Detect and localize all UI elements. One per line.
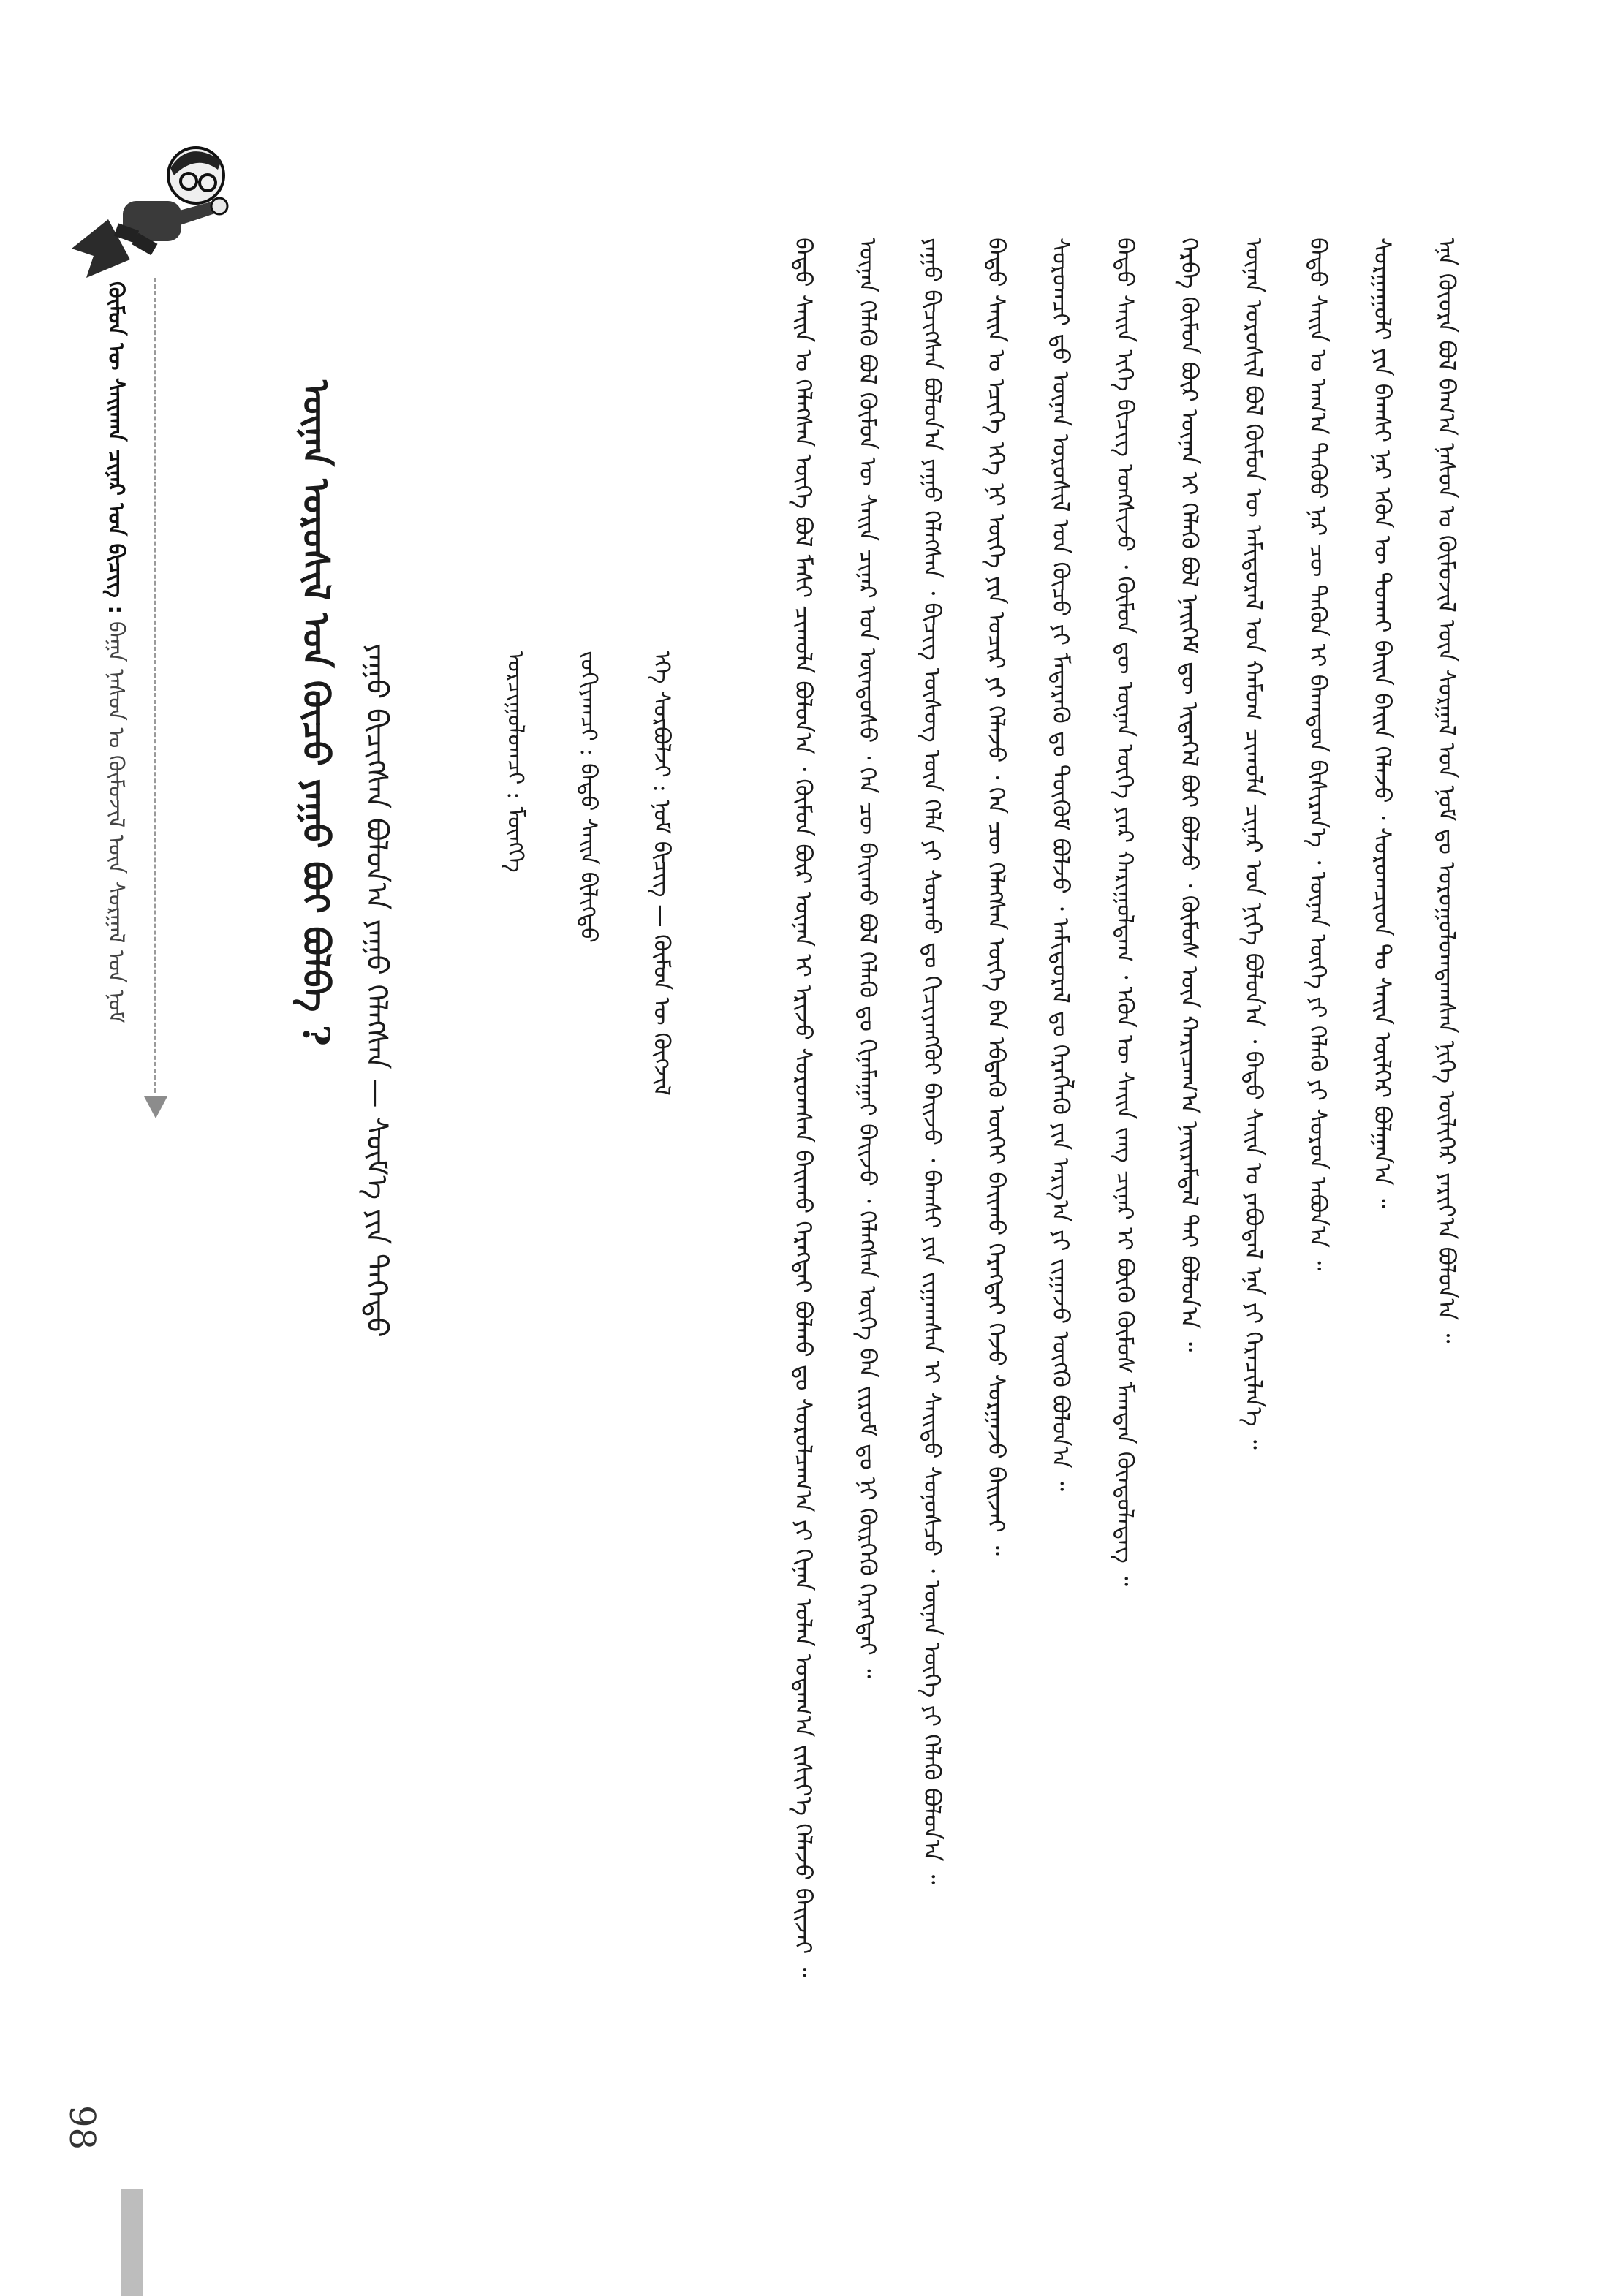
body-column: ᠪᠠᠲᠤ ᠰᠠᠢᠨ ᠤ ᠡᠴᠢᠭᠡ ᠡᠬᠡ ᠨᠢ ᠦᠭᠡ ᠶᠢᠨ ᠤᠴᠢᠷ ᠶᠢ ᠬᠡᠯᠡᠵᠦ ᠂ ᠬᠡᠨ ᠴᠦ ᠬᠡᠯᠡᠭᠰᠡᠨ ᠦᠭᠡ ᠪᠡᠨ ᠡᠪᠳᠡᠬᠦ ᠦᠭᠡᠢ ᠪᠠᠢᠬᠤ ᠬᠡᠷᠡᠭᠲᠡᠢ ᠭᠡᠵᠦ ᠰᠤᠷᠭᠠᠵᠤ ᠪᠠᠢᠵᠠᠢ ᠃ [983,238,1010,1556]
source-credit: ᠡᠬᠡ ᠰᠤᠷᠪᠤᠯᠵᠢ : ᠨᠣᠮ ᠪᠢᠴᠢᠭ — ᠬᠦᠮᠦᠨ ᠦ ᠬᠥᠭᠵᠢᠯ [648,651,675,1096]
body-column: ᠡᠨᠡ ᠬᠦᠦᠷᠡ ᠪᠣᠯ ᠪᠠᠭ᠎ᠠ ᠨᠠᠰᠤᠨ ᠤ ᠬᠦᠮᠦᠵᠢᠯ ᠦᠨ ᠰᠤᠷᠭᠠᠯ ᠤᠨ ᠨᠣᠮ ᠳᠤ ᠣᠷᠤᠭᠤᠯᠤᠭᠳᠠᠭᠰᠠᠨ ᠨᠢᠭᠡ ᠦᠯᠢᠭᠡᠷ ᠶᠠᠷᠢᠶ᠎ᠠ ᠪᠣᠯᠤᠨ᠎ᠠ ᠃ [1433,238,1461,1344]
mascot-boy-illustration [64,132,232,285]
body-column: ᠦᠨᠡᠨ ᠬᠡᠯᠡᠬᠦ ᠪᠣᠯ ᠬᠦᠮᠦᠨ ᠦ ᠰᠠᠢᠨ ᠴᠢᠨᠠᠷ ᠤᠨ ᠦᠨᠳᠦᠰᠦ ᠂ ᠬᠡᠨ ᠴᠦ ᠪᠠᠢᠬᠤ ᠪᠣᠯ ᠬᠡᠯᠡᠬᠦ ᠳᠤ ᠬᠢᠨᠠᠮᠠᠭᠠᠢ ᠪᠠᠢᠵᠤ ᠂ ᠬᠡᠯᠡᠭᠰᠡᠨ ᠦᠭᠡ ᠪᠡᠨ ᠵᠢᠷᠤᠮ ᠳᠤ ᠨᠢ ᠬᠦᠷᠭᠡᠬᠦ ᠬᠡᠷᠡᠭᠲᠡᠢ ᠃ [854,238,882,1679]
body-column: ᠦᠨᠡᠨ ᠤᠷᠤᠰᠢᠯ ᠪᠣᠯ ᠬᠦᠮᠦᠨ ᠦ ᠠᠮᠢᠳᠤᠷᠠᠯ ᠤᠨ ᠬᠠᠮᠤᠭ ᠴᠢᠬᠤᠯᠠ ᠴᠢᠨᠠᠷ ᠤᠨ ᠨᠢᠭᠡ ᠪᠣᠯᠤᠨ᠎ᠠ ᠂ ᠪᠠᠲᠤ ᠰᠠᠢᠨ ᠤ ᠶᠠᠪᠤᠳᠠᠯ ᠡᠨᠡ ᠶᠢ ᠭᠡᠷᠡᠴᠢᠯᠡᠨ᠎ᠡ ᠃ [1240,238,1268,1450]
body-column: ᠬᠡᠷᠪᠡ ᠬᠦᠮᠦᠨ ᠪᠦᠷ ᠦᠨᠡᠨ ᠢ ᠬᠡᠯᠡᠬᠦ ᠪᠣᠯ ᠨᠡᠢᠭᠡᠮ ᠳᠦ ᠢᠲᠡᠭᠡᠯ ᠪᠣᠢ ᠪᠣᠯᠵᠤ ᠂ ᠬᠦᠮᠦᠰ ᠦᠨ ᠬᠠᠷᠢᠴᠠᠭ᠎ᠠ ᠨᠠᠢᠷᠠᠮᠳᠠᠯ ᠲᠠᠢ ᠪᠣᠯᠤᠨ᠎ᠠ ᠃ [1176,238,1203,1352]
author-credit: ᠵᠣᠬᠢᠶᠠᠭᠴᠢ : ᠪᠠᠲᠤ ᠰᠠᠢᠨ ᠪᠢᠯᠢᠭ᠌ᠲᠦ [575,651,602,944]
running-header [102,281,141,1023]
body-column: ᠰᠤᠷᠤᠭᠴᠢ ᠳ᠋ᠤ ᠦᠨᠡᠨ ᠤᠷᠤᠰᠢᠯ ᠤᠨ ᠬᠦᠴᠦ ᠶᠢ ᠮᠡᠳᠡᠷᠡᠬᠦ ᠳᠤ ᠳᠥᠭᠥᠮ ᠪᠣᠯᠵᠤ ᠂ ᠠᠮᠢᠳᠤᠷᠠᠯ ᠳᠤ ᠬᠡᠷᠡᠭᠯᠡᠬᠦ ᠶᠢᠨ ᠠᠷᠭ᠎ᠠ ᠶᠢ ᠵᠢᠭᠠᠵᠤ ᠦᠭᠬᠦ ᠪᠣᠯᠤᠨ᠎ᠠ ᠃ [1047,238,1075,1491]
body-column: ᠪᠠᠲᠤ ᠰᠠᠢᠨ ᠤ ᠬᠡᠯᠡᠭᠰᠡᠨ ᠦᠭᠡ ᠪᠤᠯ ᠮᠠᠰᠢ ᠴᠢᠬᠤᠯᠠ ᠪᠣᠯᠤᠨ᠎ᠠ ᠂ ᠬᠦᠮᠦᠨ ᠪᠦᠷ ᠦᠨᠡᠨ ᠢ ᠡᠷᠢᠵᠦ ᠰᠤᠷᠤᠭᠰᠠᠨ ᠪᠠᠢᠬᠤ ᠬᠡᠷᠡᠭᠲᠡᠢ ᠪᠣᠯᠬᠤ ᠳᠤ ᠰᠤᠷᠤᠯᠴᠠᠭ᠎ᠠ ᠶᠢ ᠬᠢᠨᠠᠨ ᠤᠯᠠᠨ ᠤᠳᠠᠭ᠎ᠠ ᠵᠢᠱᠢᠶ᠎ᠡ ᠬᠡᠯᠡᠵᠦ ᠪᠠᠢᠵᠠᠢ ᠃ [790,238,817,1977]
body-column: ᠰᠤᠷᠭᠠᠭᠤᠯᠢ ᠶᠢᠨ ᠪᠠᠭᠰᠢ ᠨᠠᠷ ᠡᠭᠦᠨ ᠦ ᠲᠤᠬᠠᠢ ᠪᠠᠢᠨ ᠪᠠᠢᠨ ᠬᠡᠯᠡᠵᠦ ᠂ ᠰᠤᠷᠤᠭᠴᠢᠳ ᠲᠤ ᠰᠠᠢᠨ ᠦᠯᠭᠡᠷ ᠪᠣᠯᠭᠠᠨ᠎ᠠ ᠃ [1369,238,1396,1209]
body-column: ᠪᠠᠲᠤ ᠰᠠᠢᠨ ᠢᠬᠡ ᠪᠢᠴᠢᠭ ᠤᠩᠰᠢᠵᠤ ᠂ ᠬᠦᠮᠦᠨ ᠳᠦ ᠦᠨᠡᠨ ᠦᠭᠡ ᠶᠢᠡᠷ ᠬᠠᠷᠢᠭᠤᠯᠳᠠᠭ ᠂ ᠡᠭᠦᠨ ᠦ ᠰᠠᠢᠨ ᠵᠠᠩ ᠴᠢᠨᠠᠷ ᠢ ᠪᠦᠬᠦ ᠬᠦᠮᠦᠰ ᠮᠠᠭᠲᠠᠨ ᠬᠦᠨᠳᠦᠯᠡᠳᠡᠭ ᠃ [1111,238,1139,1586]
translator-credit: ᠣᠷᠴᠢᠭᠤᠯᠤᠭᠴᠢ : ᠮᠥᠩᠬᠡ [502,651,529,873]
header-dashed-rule [154,278,156,1093]
body-column: ᠶᠠᠭᠤ ᠪᠢᠴᠢᠭᠰᠡᠨ ᠪᠣᠯᠤᠨ᠎ᠠ ᠶᠠᠭᠤ ᠬᠡᠯᠡᠭᠰᠡᠨ ᠂ ᠪᠢᠴᠢᠭ ᠦᠰᠦᠭ ᠦᠨ ᠬᠡᠯᠡ ᠶᠢ ᠰᠤᠷᠬᠤ ᠳᠤ ᠬᠢᠴᠢᠶᠡᠩᠭᠦᠢ ᠪᠠᠢᠵᠤ ᠂ ᠪᠠᠭᠰᠢ ᠶᠢᠨ ᠵᠢᠭᠠᠭᠰᠠᠨ ᠢ ᠰᠠᠢᠲᠤ ᠰᠣᠨᠤᠰᠴᠤ ᠂ ᠦᠨᠡᠨ ᠦᠭᠡ ᠶᠢ ᠬᠡᠯᠡᠬᠦ ᠪᠤᠯᠤᠨ᠎ᠠ ᠃ [918,238,946,1884]
body-column: ᠪᠠᠲᠤ ᠰᠠᠢᠨ ᠤ ᠠᠬ᠎ᠠ ᠳᠡᠭᠦᠦ ᠨᠠᠷ ᠴᠦ ᠲᠡᠭᠦᠨ ᠢ ᠪᠠᠬᠠᠳᠤᠨ ᠪᠢᠰᠢᠷᠡᠨ᠎ᠡ ᠂ ᠦᠨᠡᠨ ᠦᠭᠡ ᠶᠢ ᠬᠡᠯᠡᠬᠦ ᠶᠢ ᠰᠤᠷᠤᠨ ᠠᠪᠤᠨ᠎ᠠ ᠃ [1304,238,1332,1271]
page-subtitle: ᠶᠠᠭᠤ ᠪᠢᠴᠢᠭᠰᠡᠨ ᠪᠣᠯᠤᠨ᠎ᠠ ᠶᠠᠭᠤ ᠬᠡᠯᠡᠭᠰᠡᠨ — ᠰᠦᠮ᠎ᠡ ᠶᠢᠨ ᠳᠡᠭᠡᠳᠦ [360,643,393,1338]
body-text [771,238,1479,2080]
page-number: 98 [61,2105,102,2151]
side-tab-marker [121,2189,143,2296]
running-header-bold: ᠬᠦᠮᠦᠨ ᠦ ᠰᠠᠢᠬᠠᠨ ᠴᠢᠨᠠᠷ ᠤᠨ ᠪᠢᠴᠢᠭ : [103,281,129,615]
header-arrow-icon [144,1096,167,1118]
page-title: ᠦᠨᠡᠨ ᠤᠷᠤᠰᠢᠯ ᠤᠨ ᠬᠦᠴᠦ ᠶᠠᠭᠤ ᠪᠤᠢ ᠪᠣᠯᠪᠠ ? [295,380,338,1046]
running-header-rest: ᠪᠠᠭᠠ ᠨᠠᠰᠤᠨ ᠤ ᠬᠦᠮᠦᠵᠢᠯ ᠦᠨ ᠰᠤᠷᠭᠠᠯ ᠤᠨ ᠨᠣᠮ [103,614,129,1023]
